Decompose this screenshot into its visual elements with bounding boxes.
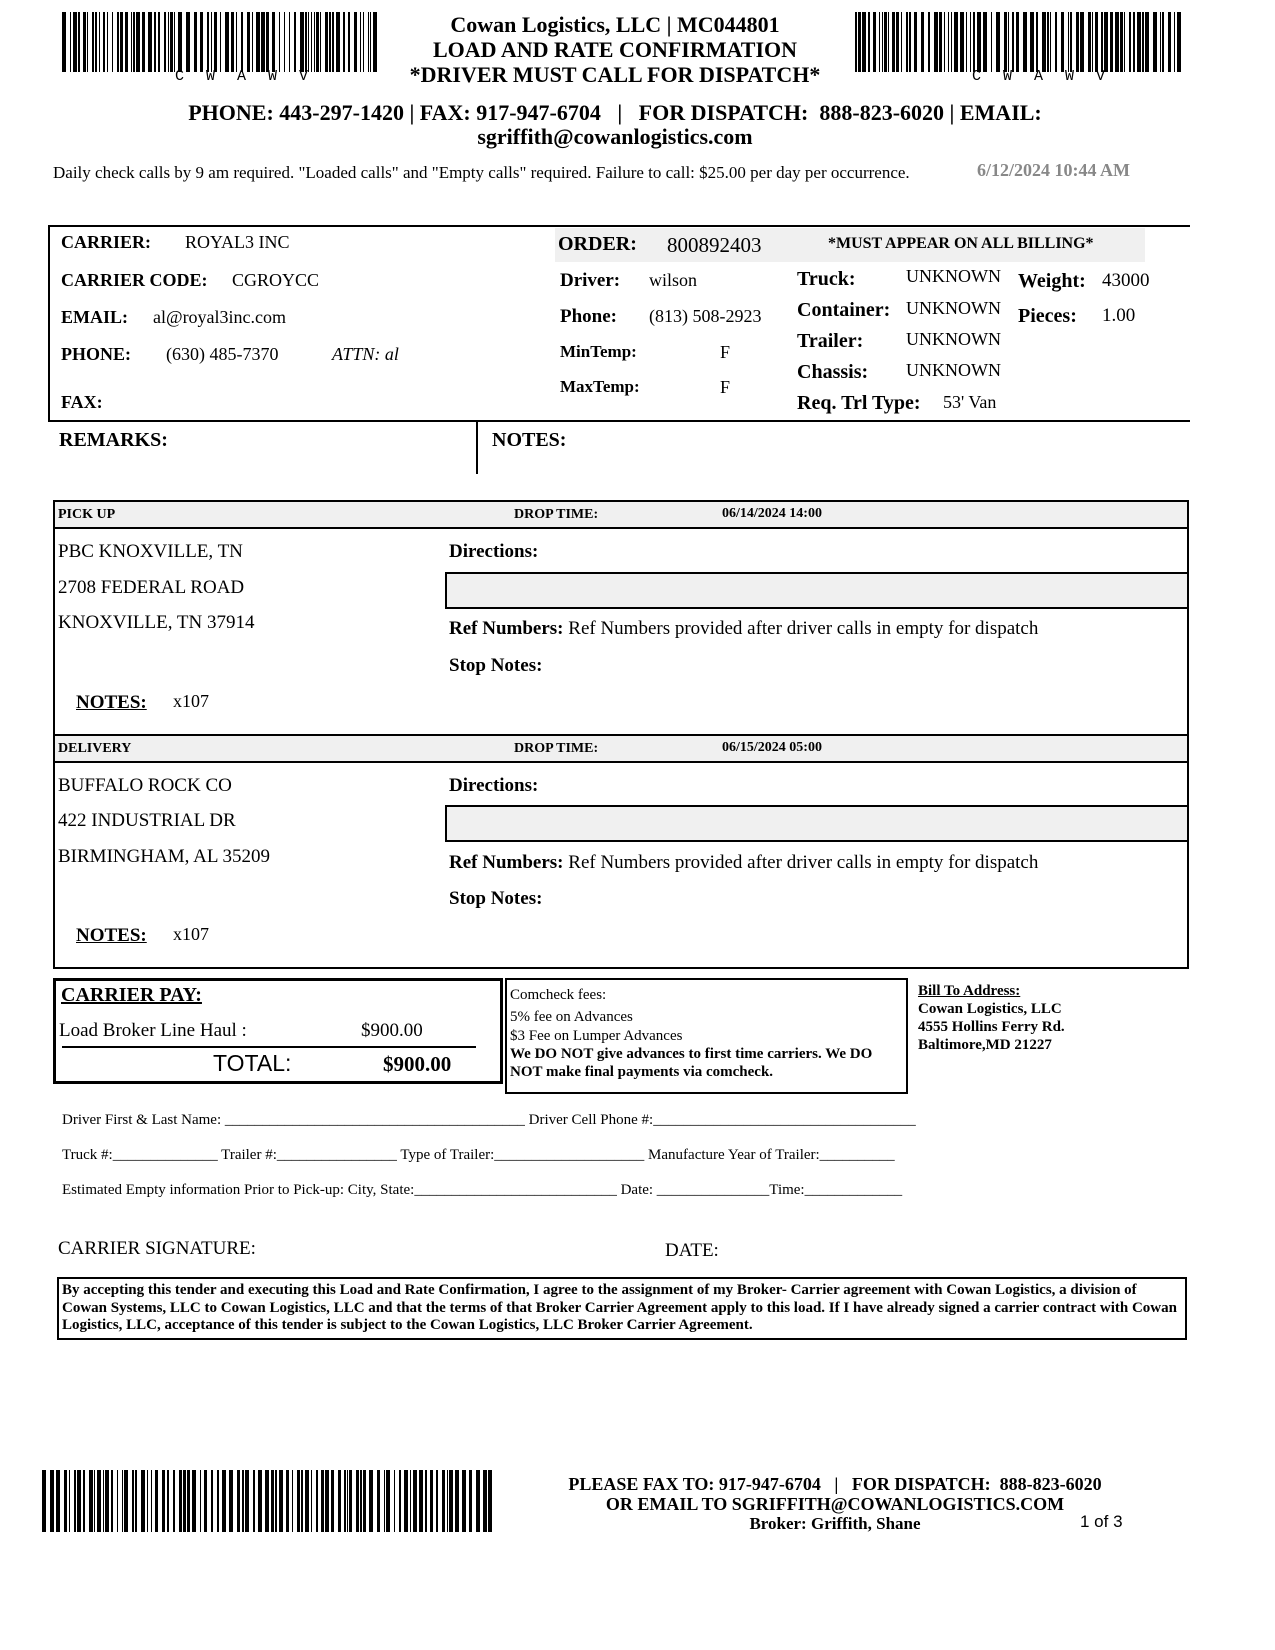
total-label: TOTAL:	[213, 1050, 292, 1076]
weight-value: 43000	[1102, 270, 1150, 291]
delivery-ref-value: Ref Numbers provided after driver calls in empty for dispatch	[568, 852, 1039, 873]
date-label[interactable]: DATE:	[665, 1240, 719, 1261]
delivery-notes-value: x107	[173, 924, 209, 944]
pieces-label: Pieces:	[1018, 305, 1077, 327]
pickup-stop-notes-label: Stop Notes:	[449, 655, 543, 676]
check-call-notice: Daily check calls by 9 am required. "Loaded calls" and "Empty calls" required. Failure to call: $25.00 per day per occurrence.	[53, 163, 910, 182]
driver-info-field[interactable]: Driver First & Last Name: ________________________________________ Driver Cell Phone #:___________________________________	[62, 1112, 916, 1128]
company-line: Cowan Logistics, LLC | MC044801	[450, 12, 780, 37]
delivery-drop-time: 06/15/2024 05:00	[722, 740, 822, 755]
driver-label: Driver:	[560, 270, 621, 291]
pickup-ref-label: Ref Numbers:	[449, 618, 564, 639]
carrier-fax-label: FAX:	[61, 392, 103, 412]
comcheck-line1: 5% fee on Advances	[510, 1009, 633, 1025]
delivery-drop-label: DROP TIME:	[514, 741, 599, 756]
divider-remarks-notes	[476, 420, 478, 474]
order-number: 800892403	[667, 233, 762, 257]
pickup-ref-value: Ref Numbers provided after driver calls in empty for dispatch	[568, 618, 1039, 639]
carrier-signature-label[interactable]: CARRIER SIGNATURE:	[58, 1238, 256, 1259]
bill-to-title: Bill To Address:	[918, 983, 1021, 999]
order-label: ORDER:	[558, 233, 637, 255]
pickup-drop-label: DROP TIME:	[514, 507, 599, 522]
truck-label: Truck:	[797, 268, 856, 290]
comcheck-title: Comcheck fees:	[510, 987, 607, 1003]
pickup-drop-time: 06/14/2024 14:00	[722, 506, 822, 521]
print-timestamp: 6/12/2024 10:44 AM	[977, 160, 1130, 180]
terms-text: By accepting this tender and executing this Load and Rate Confirmation, I agree to the assignment of my Broker- Carrier agreement with Cowan Logistics, a division of Cowan Systems, LLC to Cowan Logistics, LLC and that the terms of that Broker Carrier Agreement apply to this load. If I have already signed a carrier contract with Cowan Logistics, LLC, acceptance of this tender is subject to the Cowan Logistics, LLC Broker Carrier Agreement.	[62, 1282, 1177, 1333]
maxtemp-label: MaxTemp:	[560, 377, 640, 396]
carrier-name: ROYAL3 INC	[185, 232, 290, 252]
chassis-label: Chassis:	[797, 361, 869, 383]
barcode-right	[855, 12, 1183, 72]
mintemp-label: MinTemp:	[560, 342, 637, 361]
truck-value: UNKNOWN	[906, 266, 1001, 286]
pickup-directions-label: Directions:	[449, 541, 539, 562]
barcode-left-code: CWAWV	[175, 68, 331, 85]
carrier-attn: ATTN: al	[332, 344, 399, 364]
comcheck-warning: We DO NOT give advances to first time carriers. We DO NOT make final payments via comcheck.	[510, 1046, 873, 1080]
delivery-stop-notes-label: Stop Notes:	[449, 888, 543, 909]
weight-label: Weight:	[1018, 270, 1086, 292]
pickup-city: KNOXVILLE, TN 37914	[58, 612, 255, 633]
pickup-header-band	[53, 500, 1189, 529]
container-label: Container:	[797, 299, 891, 321]
carrier-code: CGROYCC	[232, 270, 320, 290]
line-haul-label: Load Broker Line Haul :	[59, 1020, 247, 1041]
carrier-label: CARRIER:	[61, 232, 151, 252]
delivery-city: BIRMINGHAM, AL 35209	[58, 846, 270, 867]
barcode-footer	[42, 1470, 494, 1532]
carrier-phone-label: PHONE:	[61, 344, 131, 364]
barcode-right-code: CWAWV	[972, 68, 1128, 85]
footer-fax-line: PLEASE FAX TO: 917-947-6704 | FOR DISPATCH: 888-823-6020	[568, 1474, 1102, 1494]
container-value: UNKNOWN	[906, 298, 1001, 318]
mintemp-value: F	[720, 342, 731, 362]
driver-phone: (813) 508-2923	[649, 306, 762, 326]
carrier-code-label: CARRIER CODE:	[61, 270, 208, 290]
empty-info-field[interactable]: Estimated Empty information Prior to Pick-up: City, State:___________________________ Date: _______________Time:_____________	[62, 1182, 903, 1198]
divider-carrier-left	[48, 225, 50, 421]
barcode-left	[62, 12, 380, 72]
delivery-directions-label: Directions:	[449, 775, 539, 796]
pickup-type: PICK UP	[58, 507, 116, 522]
driver-call-note: *DRIVER MUST CALL FOR DISPATCH*	[409, 62, 821, 87]
pickup-ref-line	[449, 618, 1038, 640]
req-trailer-type-label: Req. Trl Type:	[797, 392, 921, 414]
bill-to-line2: 4555 Hollins Ferry Rd.	[918, 1019, 1065, 1035]
delivery-header-band	[53, 734, 1189, 763]
total-value: $900.00	[383, 1052, 452, 1076]
line-haul-value: $900.00	[361, 1020, 423, 1041]
divider-top	[48, 225, 1190, 227]
page-number: 1 of 3	[1080, 1512, 1123, 1531]
driver-phone-label: Phone:	[560, 306, 617, 327]
carrier-email-label: EMAIL:	[61, 307, 128, 327]
equipment-info-field[interactable]: Truck #:______________ Trailer #:________________ Type of Trailer:____________________ Manufacture Year of Trailer:__________	[62, 1147, 895, 1163]
pickup-address: 2708 FEDERAL ROAD	[58, 577, 245, 598]
pickup-notes-label: NOTES:	[76, 692, 147, 713]
remarks-label: REMARKS:	[59, 429, 168, 451]
footer-broker: Broker: Griffith, Shane	[749, 1514, 921, 1533]
bill-to-line3: Baltimore,MD 21227	[918, 1037, 1052, 1053]
pieces-value: 1.00	[1102, 305, 1136, 326]
delivery-type: DELIVERY	[58, 741, 132, 756]
driver-name: wilson	[649, 270, 698, 290]
delivery-name: BUFFALO ROCK CO	[58, 775, 232, 796]
maxtemp-value: F	[720, 377, 731, 397]
delivery-ref-label: Ref Numbers:	[449, 852, 564, 873]
carrier-pay-title: CARRIER PAY:	[61, 984, 202, 1006]
chassis-value: UNKNOWN	[906, 360, 1001, 380]
billing-note: *MUST APPEAR ON ALL BILLING*	[828, 235, 1094, 252]
contact-email: sgriffith@cowanlogistics.com	[477, 124, 753, 149]
bill-to-line1: Cowan Logistics, LLC	[918, 1001, 1062, 1017]
trailer-value: UNKNOWN	[906, 329, 1001, 349]
carrier-email: al@royal3inc.com	[153, 307, 287, 327]
comcheck-line2: $3 Fee on Lumper Advances	[510, 1028, 683, 1044]
pickup-directions-box	[445, 572, 1189, 609]
document-title: LOAD AND RATE CONFIRMATION	[432, 37, 798, 62]
delivery-notes-label: NOTES:	[76, 925, 147, 946]
delivery-directions-box	[445, 805, 1189, 842]
notes-label: NOTES:	[492, 429, 567, 451]
trailer-label: Trailer:	[797, 330, 864, 352]
pay-total-rule	[62, 1046, 476, 1048]
pickup-name: PBC KNOXVILLE, TN	[58, 541, 243, 562]
pickup-notes-value: x107	[173, 691, 209, 711]
req-trailer-type-value: 53' Van	[943, 392, 997, 412]
carrier-phone: (630) 485-7370	[166, 344, 279, 364]
delivery-ref-line	[449, 852, 1038, 874]
delivery-address: 422 INDUSTRIAL DR	[58, 810, 236, 831]
contact-line: PHONE: 443-297-1420 | FAX: 917-947-6704 | FOR DISPATCH: 888-823-6020 | EMAIL:	[188, 100, 1042, 125]
divider-remarks	[48, 420, 1190, 422]
footer-email-line: OR EMAIL TO SGRIFFITH@COWANLOGISTICS.COM	[605, 1494, 1065, 1514]
